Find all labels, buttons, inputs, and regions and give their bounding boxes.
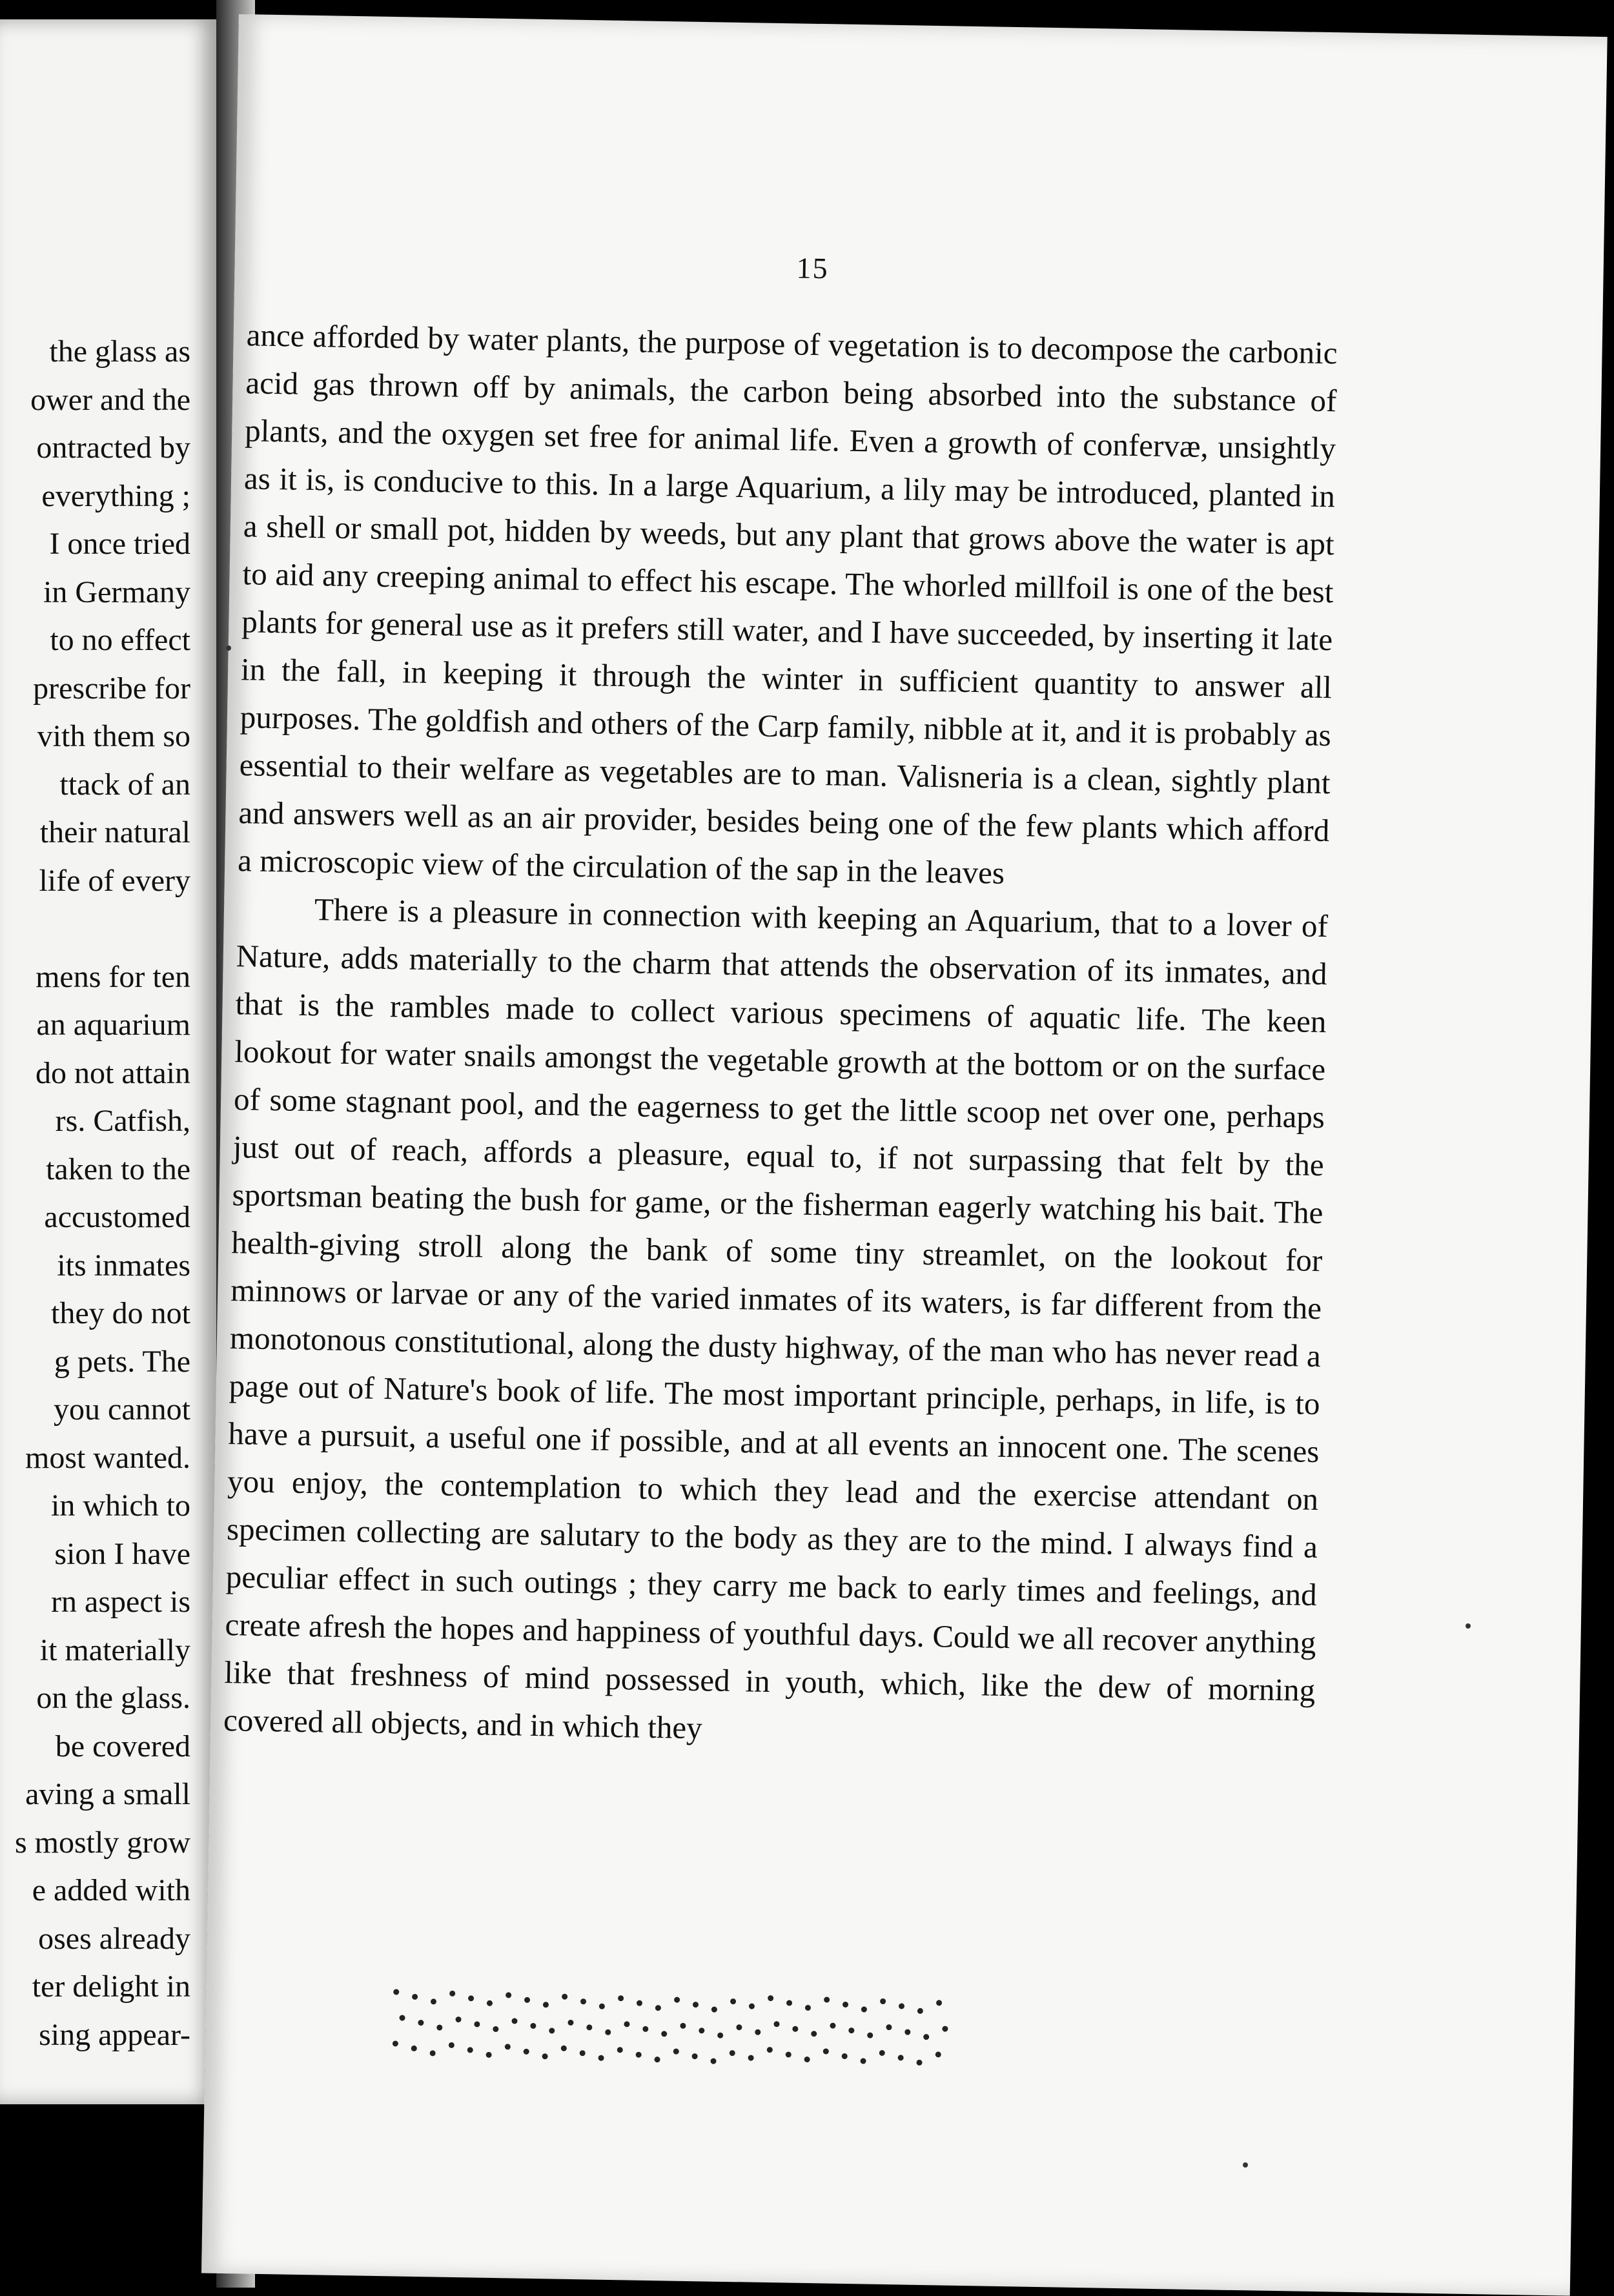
perforation-dot	[843, 2002, 848, 2007]
perforation-dot	[487, 2000, 493, 2006]
left-page-line	[0, 905, 190, 953]
speck	[226, 645, 231, 651]
left-page-line: ter delight in	[32, 1969, 190, 2004]
perforation-dot	[561, 2046, 567, 2051]
perforation-dot	[710, 2058, 716, 2064]
left-page-line: aving a small	[25, 1777, 190, 1811]
page-number: 15	[796, 251, 830, 285]
perforation-dot	[617, 2047, 623, 2053]
perforation-dot	[879, 2050, 885, 2056]
perforation-stamp	[392, 1989, 974, 2095]
perforation-dot	[599, 2004, 605, 2009]
left-page-line: ower and the	[30, 382, 190, 417]
left-page-line: prescribe for	[33, 671, 190, 706]
left-page-line: accustomed	[44, 1200, 190, 1234]
perforation-dot	[580, 1998, 586, 2004]
left-page-line: most wanted.	[25, 1440, 190, 1475]
perforation-dot	[942, 2026, 948, 2031]
perforation-dot	[412, 1994, 418, 2000]
perforation-dot	[436, 2025, 442, 2031]
perforation-dot	[618, 1995, 624, 2001]
perforation-dot	[467, 2047, 473, 2053]
perforation-dot	[804, 2057, 810, 2062]
perforation-dot	[430, 2050, 436, 2056]
perforation-dot	[549, 2027, 555, 2033]
perforation-dot	[399, 2015, 405, 2021]
left-page-line: its inmates	[57, 1248, 190, 1283]
left-page-line: mens for ten	[36, 959, 190, 994]
perforation-dot	[680, 2023, 686, 2029]
perforation-dot	[530, 2023, 536, 2029]
left-page-line: an aquarium	[36, 1008, 190, 1042]
left-page-line: I once tried	[49, 527, 190, 561]
perforation-dot	[642, 2026, 648, 2032]
perforation-dot	[474, 2021, 480, 2027]
perforation-dot	[506, 1992, 511, 1998]
perforation-dot	[860, 2058, 866, 2064]
perforation-dot	[848, 2027, 854, 2033]
left-page	[0, 19, 216, 2104]
left-page-line: sion I have	[54, 1536, 190, 1571]
perforation-dot	[562, 1994, 567, 2000]
left-page-line: they do not	[51, 1296, 190, 1330]
perforation-dot	[692, 2053, 698, 2059]
paragraph-1: ance afforded by water plants, the purpose of vegetation is to decompose the carbonic acid gas thrown off by animals, the carbon being absorbed into the substance of plants, and the oxygen set free for animal life. Even a growth of confervæ, unsightly as it is, is conducive to this. In a large Aquarium, a lily may be introduced, planted in a shell or small pot, hidden by weeds, but any plant that grows above the water is apt to aid any creeping animal to effect his escape. The whorled millfoil is one of the best plants for general use as it prefers still water, and I have succeeded, by inserting it late in the fall, in keeping it through the winter in sufficient quantity to answer all purposes. The goldfish and others of the Carp family, nibble at it, and it is probably as essential to their welfare as vegetables are to man. Valisneria is a clean, sightly plant and answers well as an air provider, besides being one of the few plants which afford a microscopic view of the circulation of the sap in the leaves	[237, 317, 1338, 891]
left-page-line: life of every	[39, 863, 190, 898]
left-page-line: ontracted by	[36, 431, 190, 465]
perforation-dot	[792, 2026, 798, 2032]
perforation-dot	[824, 1996, 830, 2002]
perforation-dot	[674, 1997, 680, 2003]
right-page	[201, 14, 1608, 2296]
perforation-dot	[867, 2033, 873, 2038]
perforation-dot	[786, 2051, 792, 2057]
perforation-dot	[768, 1995, 773, 2001]
perforation-dot	[493, 2026, 498, 2032]
perforation-dot	[586, 2024, 592, 2030]
speck	[1243, 2162, 1248, 2168]
perforation-dot	[880, 1998, 886, 2004]
left-page-line: on the glass.	[36, 1681, 190, 1715]
left-page-line: in which to	[51, 1488, 190, 1523]
perforation-dot	[749, 2004, 755, 2009]
left-page-line: in Germany	[43, 574, 190, 609]
left-page-line: you cannot	[54, 1392, 190, 1427]
perforation-dot	[449, 2042, 455, 2048]
perforation-dot	[567, 2020, 573, 2026]
perforation-dot	[636, 2052, 642, 2058]
perforation-dot	[861, 2006, 867, 2012]
left-page-text	[0, 328, 190, 2059]
perforation-dot	[898, 2055, 904, 2060]
left-page-line: to no effect	[50, 623, 190, 657]
perforation-dot	[511, 2018, 517, 2024]
perforation-dot	[505, 2044, 511, 2049]
perforation-dot	[811, 2031, 817, 2037]
perforation-dot	[823, 2048, 829, 2054]
perforation-dot	[923, 2034, 929, 2040]
perforation-dot	[411, 2046, 417, 2051]
perforation-dot	[730, 1998, 736, 2004]
perforation-dot	[730, 2050, 735, 2056]
page-body	[223, 311, 1338, 1762]
perforation-dot	[605, 2029, 611, 2035]
speck	[1466, 1623, 1471, 1629]
perforation-dot	[748, 2055, 754, 2061]
left-page-line: g pets. The	[54, 1344, 190, 1379]
left-page-line: be covered	[55, 1729, 190, 1763]
left-page-line: oses already	[38, 1921, 190, 1956]
perforation-dot	[904, 2029, 910, 2035]
perforation-dot	[673, 2049, 679, 2055]
perforation-dot	[917, 2008, 923, 2014]
paragraph-2: There is a pleasure in connection with keeping an Aquarium, that to a lover of Nature, adds materially to the charm that attends the observation of its inmates, and that is the rambles made to collect various specimens of aquatic life. The keen lookout for water snails amongst the vegetable growth at the bottom or on the surface of some stagnant pool, and the eagerness to get the little scoop net over one, perhaps just out of reach, affords a pleasure, equal to, if not surpassing that felt by the sportsman beating the bush for game, or the fisherman eagerly watching his bait. The health-giving stroll along the bank of some tiny streamlet, on the lookout for minnows or larvae or any of the varied inmates of its waters, is far different from the monotonous constitutional, along the dusty highway, of the man who has never read a page out of Nature's book of life. The most important principle, perhaps, in life, is to have a pursuit, a useful one if possible, and at all events an innocent one. The scenes you enjoy, the contemplation to which they lead and the exercise attendant on specimen collecting are salutary to the body as they are to the mind. I always find a peculiar effect in such outings ; they carry me back to early times and feelings, and create afresh the hopes and happiness of youthful days. Could we all recover anything like that freshness of mind possessed in youth, which, like the dew of morning covered all objects, and in which they	[223, 891, 1329, 1746]
perforation-dot	[842, 2053, 848, 2059]
perforation-dot	[449, 1991, 455, 1996]
left-page-line: taken to the	[46, 1152, 190, 1186]
perforation-dot	[699, 2027, 704, 2033]
perforation-dot	[661, 2031, 667, 2037]
perforation-dot	[755, 2029, 761, 2035]
perforation-dot	[736, 2024, 742, 2030]
perforation-dot	[899, 2003, 904, 2009]
left-page-line: vith them so	[37, 719, 190, 753]
left-page-line: rn aspect is	[51, 1585, 190, 1619]
left-page-line: rs. Catfish,	[55, 1104, 190, 1138]
perforation-dot	[524, 1997, 530, 2003]
perforation-dot	[543, 2002, 549, 2007]
left-page-line: sing appear-	[39, 2017, 190, 2052]
perforation-dot	[936, 2000, 942, 2006]
perforation-dot	[524, 2049, 529, 2055]
left-page-line: everything ;	[41, 478, 190, 513]
perforation-dot	[773, 2021, 779, 2027]
perforation-dot	[717, 2033, 723, 2038]
perforation-dot	[455, 2017, 461, 2022]
perforation-dot	[580, 2050, 586, 2056]
perforation-dot	[637, 2000, 642, 2006]
perforation-dot	[886, 2024, 892, 2030]
perforation-dot	[598, 2055, 604, 2061]
perforation-dot	[418, 2020, 424, 2026]
perforation-dot	[393, 1989, 399, 1995]
perforation-dot	[916, 2060, 922, 2066]
left-page-line: ttack of an	[59, 767, 190, 802]
left-page-line: do not attain	[36, 1055, 190, 1090]
perforation-dot	[654, 2057, 660, 2062]
left-page-line: their natural	[39, 815, 190, 849]
left-page-line: it materially	[39, 1632, 190, 1667]
perforation-dot	[393, 2040, 398, 2046]
perforation-dot	[486, 2052, 492, 2058]
perforation-dot	[693, 2002, 699, 2007]
perforation-dot	[431, 1998, 436, 2004]
perforation-dot	[786, 2000, 792, 2006]
perforation-dot	[655, 2005, 661, 2011]
perforation-dot	[935, 2051, 941, 2057]
left-page-line: e added with	[32, 1873, 190, 1907]
left-page-line: the glass as	[49, 334, 190, 369]
perforation-dot	[767, 2047, 773, 2053]
perforation-dot	[468, 1995, 474, 2001]
left-page-line: s mostly grow	[14, 1825, 190, 1860]
perforation-dot	[830, 2023, 835, 2029]
perforation-dot	[711, 2007, 717, 2013]
perforation-dot	[542, 2053, 548, 2059]
perforation-dot	[624, 2021, 629, 2027]
perforation-dot	[805, 2005, 811, 2011]
